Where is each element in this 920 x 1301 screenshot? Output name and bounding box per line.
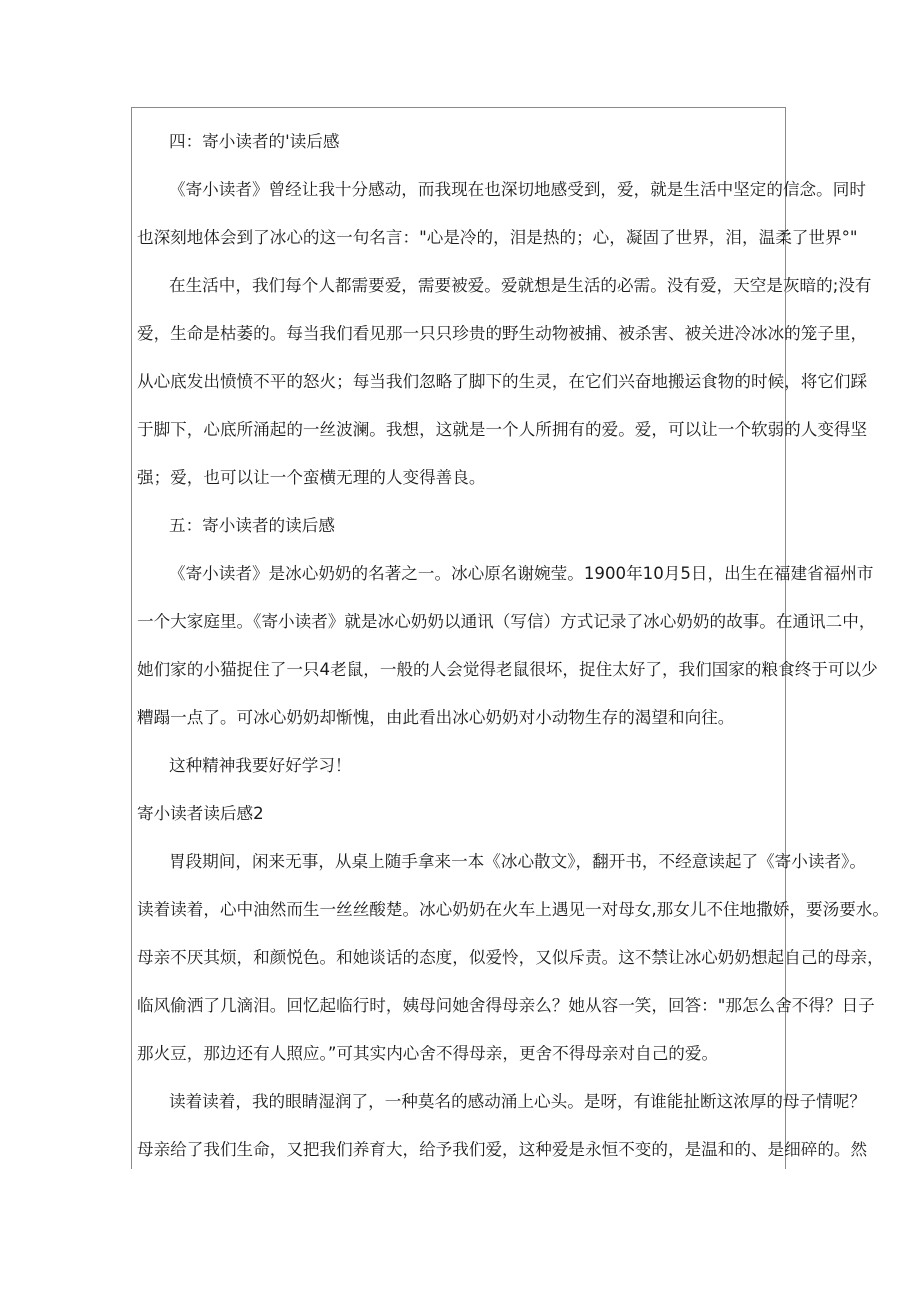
section-heading bbox=[137, 118, 783, 166]
text-line: 爱，生命是枯萎的。每当我们看见那一只只珍贵的野生动物被捕、被杀害、被关进冷冰冰的笼子里， bbox=[137, 324, 868, 343]
section-heading bbox=[137, 502, 783, 550]
text-line: 一个大家庭里。《寄小读者》就是冰心奶奶以通讯（写信）方式记录了冰心奶奶的故事。在通讯二中， bbox=[137, 612, 876, 631]
text-line: 母亲给了我们生命，又把我们养育大，给予我们爱，这种爱是永恒不变的，是温和的、是细碎的。然 bbox=[137, 1140, 868, 1159]
paragraph bbox=[137, 550, 878, 742]
text-line: 读着读着，心中油然而生一丝丝酸楚。冰心奶奶在火车上遇见一对母女,那女儿不住地撒娇，要汤要水。 bbox=[137, 900, 889, 919]
text-line: 五：寄小读者的读后感 bbox=[169, 516, 335, 535]
paragraph bbox=[137, 1078, 868, 1174]
text-line: 《寄小读者》是冰心奶奶的名著之一。冰心原名谢婉莹。1900年10月5日，出生在福建省福州市 bbox=[169, 564, 874, 583]
text-line: 她们家的小猫捉住了一只4老鼠，一般的人会觉得老鼠很坏，捉住太好了，我们国家的粮食终于可以少 bbox=[137, 660, 878, 679]
paragraph bbox=[137, 166, 866, 262]
text-line: 也深刻地体会到了冰心的这一句名言："心是冷的，泪是热的；心，凝固了世界，泪，温柔了世界°" bbox=[137, 228, 858, 247]
paragraph bbox=[137, 838, 889, 1078]
text-line: 在生活中，我们每个人都需要爱，需要被爱。爱就想是生活的必需。没有爱，天空是灰暗的;没有 bbox=[169, 276, 872, 295]
text-line: 这种精神我要好好学习！ bbox=[169, 756, 352, 775]
text-line: 从心底发出愤愤不平的怒火；每当我们忽略了脚下的生灵，在它们兴奋地搬运食物的时候，将它们踩 bbox=[137, 372, 868, 391]
text-line: 读着读着，我的眼睛湿润了，一种莫名的感动涌上心头。是呀，有谁能扯断这浓厚的母子情呢？ bbox=[169, 1092, 866, 1111]
text-line: 糟蹋一点了。可冰心奶奶却惭愧，由此看出冰心奶奶对小动物生存的渴望和向往。 bbox=[137, 708, 735, 727]
text-line: 四：寄小读者的'读后感 bbox=[169, 132, 340, 151]
text-line: 《寄小读者》曾经让我十分感动，而我现在也深切地感受到，爱，就是生活中坚定的信念。同时 bbox=[169, 180, 866, 199]
text-line: 临风偷洒了几滴泪。回忆起临行时，姨母问她舍得母亲么？她从容一笑，回答："那怎么舍不得？日子 bbox=[137, 996, 875, 1015]
text-line: 寄小读者读后感2 bbox=[137, 804, 264, 823]
section-title bbox=[137, 790, 783, 838]
text-line: 那火豆，那边还有人照应。”可其实内心舍不得母亲，更舍不得母亲对自己的爱。 bbox=[137, 1044, 719, 1063]
document-body bbox=[137, 118, 889, 1174]
text-line: 胃段期间，闲来无事，从桌上随手拿来一本《冰心散文》，翻开书，不经意读起了《寄小读者》。 bbox=[169, 852, 866, 871]
paragraph bbox=[137, 262, 872, 502]
text-line: 强；爱，也可以让一个蛮横无理的人变得善良。 bbox=[137, 468, 486, 487]
text-line: 于脚下，心底所涌起的一丝波澜。我想，这就是一个人所拥有的爱。爱，可以让一个软弱的人变得坚 bbox=[137, 420, 868, 439]
paragraph bbox=[137, 742, 783, 790]
text-line: 母亲不厌其烦，和颜悦色。和她谈话的态度，似爱怜，又似斥责。这不禁让冰心奶奶想起自己的母亲， bbox=[137, 948, 884, 967]
